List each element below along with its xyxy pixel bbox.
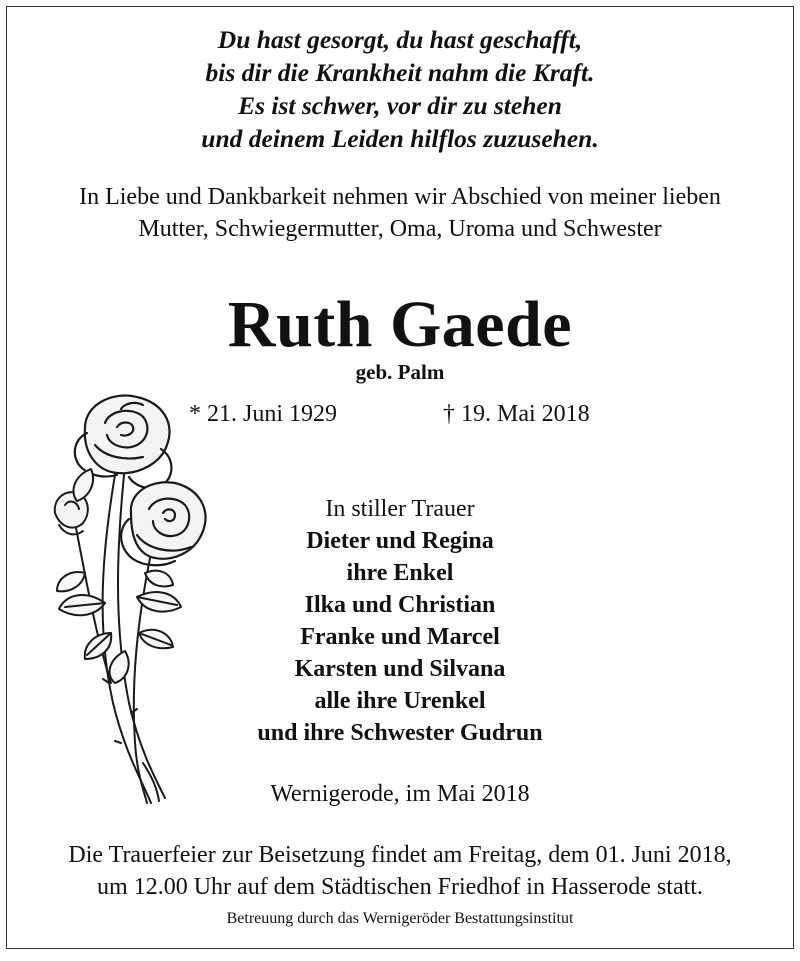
mourner-line: Franke und Marcel bbox=[300, 624, 500, 650]
mourner-line: und ihre Schwester Gudrun bbox=[257, 720, 543, 746]
mourners-heading: In stiller Trauer bbox=[325, 496, 475, 522]
memorial-poem bbox=[7, 23, 793, 155]
mourner-line: Ilka und Christian bbox=[304, 592, 496, 618]
poem-line: Du hast gesorgt, du hast geschafft, bbox=[217, 25, 583, 54]
mourner-line: Dieter und Regina bbox=[306, 528, 494, 554]
deceased-name: Ruth Gaede bbox=[227, 288, 573, 361]
funeral-service-info bbox=[7, 839, 793, 903]
mourners-list bbox=[193, 493, 607, 749]
death-date: † 19. Mai 2018 bbox=[443, 401, 590, 427]
poem-line: und deinem Leiden hilflos zuzusehen. bbox=[201, 124, 599, 153]
undertaker-credit: Betreuung durch das Wernigeröder Bestattungsinstitut bbox=[226, 910, 574, 927]
intro-line: Mutter, Schwiegermutter, Oma, Uroma und Schwester bbox=[138, 216, 662, 242]
obituary-notice bbox=[6, 6, 794, 949]
mourner-line: alle ihre Urenkel bbox=[314, 688, 486, 714]
service-line: um 12.00 Uhr auf dem Städtischen Friedhof in Hasserode statt. bbox=[97, 874, 703, 900]
mourner-line: Karsten und Silvana bbox=[294, 656, 506, 682]
mourner-line: ihre Enkel bbox=[346, 560, 454, 586]
place-and-date: Wernigerode, im Mai 2018 bbox=[270, 781, 530, 807]
intro-line: In Liebe und Dankbarkeit nehmen wir Abschied von meiner lieben bbox=[79, 184, 721, 210]
poem-line: bis dir die Krankheit nahm die Kraft. bbox=[205, 58, 595, 87]
birth-name: geb. Palm bbox=[355, 360, 445, 384]
birth-date: * 21. Juni 1929 bbox=[189, 401, 338, 427]
farewell-intro bbox=[7, 181, 793, 245]
poem-line: Es ist schwer, vor dir zu stehen bbox=[238, 91, 562, 120]
service-line: Die Trauerfeier zur Beisetzung findet am Freitag, dem 01. Juni 2018, bbox=[68, 842, 732, 868]
